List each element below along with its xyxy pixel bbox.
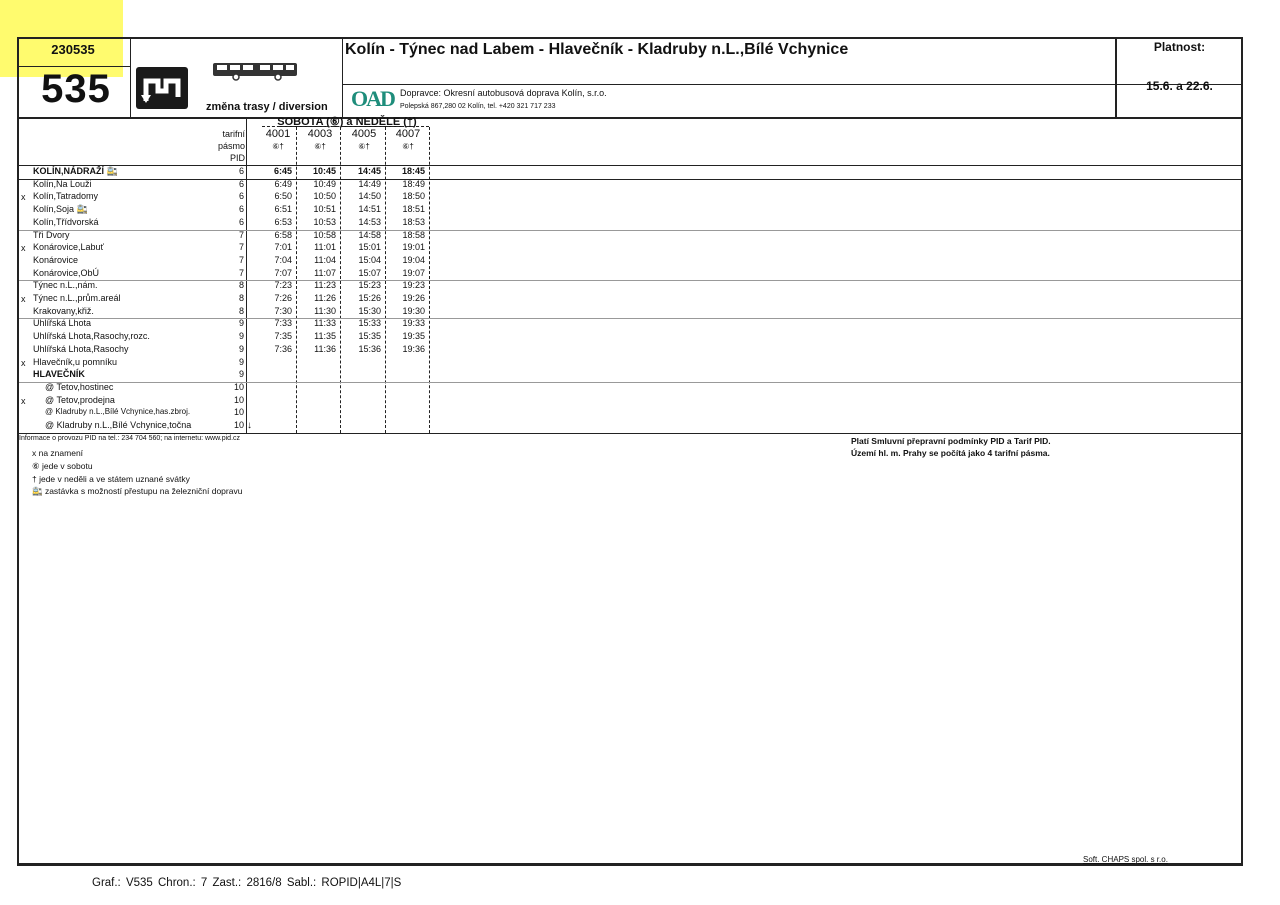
departure-time: 15:23 [358,280,381,291]
stop-zone: 8 [238,280,244,291]
stop-zone: 9 [238,369,244,380]
departure-time: 11:04 [314,254,336,265]
departure-time: 7:01 [274,242,292,253]
stop-zone: 6 [238,178,244,189]
stop-name: KOLÍN,NÁDRAŽÍ 🚉 [33,166,118,176]
departure-time: 11:33 [314,318,336,329]
row-separator [19,230,1241,231]
trip-note: ⑥† [402,142,414,151]
stop-zone: 9 [238,356,244,367]
departure-time: 11:30 [314,305,336,316]
stop-name: @ Kladruby n.L.,Bílé Vchynice,točna [45,420,192,430]
request-stop-mark: x [21,357,26,368]
stop-name: Týnec n.L.,prům.areál [33,293,121,303]
legend-item: † jede v neděli a ve státem uznané svátky [32,474,190,484]
departure-time: 15:01 [358,242,381,253]
footer-meta: Graf.: V535 Chron.: 7 Zast.: 2816/8 Sabl.: ROPID|A4L|7|S [92,877,402,889]
request-stop-mark: x [21,243,26,254]
departure-time: 19:07 [402,267,425,278]
departure-time: 6:53 [274,216,292,227]
stop-zone: 10 [233,407,244,418]
stop-zone: 6 [238,166,244,176]
departure-time: 10:49 [313,178,336,189]
end-arrow-icon: ↓ [247,420,252,431]
departure-time: 11:26 [314,293,336,303]
departure-time: 11:23 [314,280,336,291]
zone-header-2: pásmo [217,141,245,151]
departure-time: 7:07 [274,267,292,278]
row-separator [19,280,1241,281]
day-header: SOBOTA (⑥) a NEDĚLE (†) [277,116,417,128]
departure-time: 19:04 [402,254,425,265]
trip-number: 4007 [395,128,421,140]
stop-name: Uhlířská Lhota,Rasochy [33,343,129,354]
zone-header-3: PID [229,153,245,163]
departure-time: 11:36 [314,343,336,354]
departure-time: 11:07 [314,267,336,278]
stop-name: @ Tetov,hostinec [45,381,114,392]
departure-time: 19:33 [402,318,425,329]
bus-icon [212,61,298,81]
departure-time: 14:58 [358,229,381,240]
carrier-logo: OAD [351,86,394,111]
departure-time: 18:58 [402,229,425,240]
stop-zone: 7 [238,229,244,240]
departure-time: 6:58 [274,229,292,240]
carrier-address: Polepská 867,280 02 Kolín, tel. +420 321 717 233 [400,103,556,110]
stop-zone: 6 [238,216,244,227]
validity-label: Platnost: [1153,40,1206,54]
stop-zone: 8 [238,305,244,316]
departure-time: 19:23 [402,280,425,291]
stop-name: Kolín,Na Louži [33,178,92,189]
stop-zone: 7 [238,254,244,265]
day-header-underline [262,126,429,127]
departure-time: 10:58 [313,229,336,240]
trip-number: 4001 [265,128,291,140]
stop-name: HLAVEČNÍK [33,369,85,380]
stop-zone: 7 [238,242,244,253]
stop-name: Konárovice,ObÚ [33,267,100,278]
stop-zone: 10 [233,381,244,392]
departure-time: 19:01 [402,242,425,253]
stop-name: @ Tetov,prodejna [45,394,115,405]
rules-line: Platí Smluvní přepravní podmínky PID a Tarif PID. [851,436,1051,446]
divider [19,433,1241,434]
divider [130,39,131,118]
departure-time: 15:26 [358,293,381,303]
legend-item: x na znamení [32,448,84,458]
divider [342,39,343,118]
departure-time: 15:04 [358,254,381,265]
stop-zone: 8 [238,293,244,303]
departure-time: 14:49 [358,178,381,189]
request-stop-mark: x [21,192,26,203]
stop-zone: 9 [238,318,244,329]
stop-name: Uhlířská Lhota [33,318,92,329]
departure-time: 14:50 [358,191,381,202]
row-separator [19,318,1241,319]
row-separator [19,179,1241,180]
departure-time: 19:30 [402,305,425,316]
trip-note: ⑥† [314,142,326,151]
zone-header-1: tarifní [222,129,245,139]
trip-number: 4005 [351,128,377,140]
stop-name: Krakovany,křiž. [33,305,94,316]
departure-time: 7:30 [274,305,292,316]
stop-zone: 9 [238,331,244,342]
stop-name: Kolín,Tatradomy [33,191,99,202]
divider [19,117,1241,119]
stop-name: Týnec n.L.,nám. [33,280,98,291]
software-credit: Soft. CHAPS spol. s r.o. [1083,855,1168,864]
stop-name: Uhlířská Lhota,Rasochy,rozc. [33,331,150,342]
stop-zone: 10 [233,420,244,430]
departure-time: 19:26 [402,293,425,303]
stop-zone: 7 [238,267,244,278]
trip-note: ⑥† [272,142,284,151]
diversion-label: změna trasy / diversion [206,101,328,113]
divider [343,84,1241,85]
row-separator [19,382,1241,383]
stop-zone: 6 [238,191,244,202]
departure-time: 15:35 [358,331,381,342]
line-number: 535 [41,67,111,111]
request-stop-mark: x [21,294,26,304]
divider [1115,39,1117,118]
stop-name: Kolín,Soja 🚉 [33,204,88,215]
departure-time: 18:49 [402,178,425,189]
departure-time: 15:30 [358,305,381,316]
divider [19,165,1241,166]
departure-time: 6:50 [274,191,292,202]
license-code: 230535 [51,42,95,57]
departure-time: 11:01 [314,242,336,253]
departure-time: 18:53 [402,216,425,227]
departure-time: 18:50 [402,191,425,202]
departure-time: 19:35 [402,331,425,342]
route-title: Kolín - Týnec nad Labem - Hlavečník - Kladruby n.L.,Bílé Vchynice [345,41,849,58]
departure-time: 6:51 [274,204,292,215]
departure-time: 15:33 [358,318,381,329]
departure-time: 15:36 [358,343,381,354]
departure-time: 7:33 [274,318,292,329]
stop-name: Konárovice,Labuť [33,242,104,253]
trip-note: ⑥† [358,142,370,151]
departure-time: 19:36 [402,343,425,354]
departure-time: 10:51 [313,204,336,215]
departure-time: 7:04 [274,254,292,265]
stop-name: @ Kladruby n.L.,Bílé Vchynice,has.zbroj. [45,407,191,417]
departure-time: 15:07 [358,267,381,278]
stop-name: Hlavečník,u pomníku [33,356,118,367]
departure-time: 10:53 [313,216,336,227]
departure-time: 11:35 [314,331,336,342]
stop-name: Konárovice [33,254,79,265]
diversion-icon [136,67,188,109]
departure-time: 18:51 [402,204,425,215]
departure-time: 14:51 [358,204,381,215]
legend-item: 🚉 zastávka s možností přestupu na železniční dopravu [32,486,243,496]
departure-time: 7:35 [274,331,292,342]
stop-zone: 9 [238,343,244,354]
departure-time: 6:45 [273,166,292,176]
legend-item: ⑥ jede v sobotu [32,461,93,471]
trip-number: 4003 [307,128,333,140]
departure-time: 7:23 [274,280,292,291]
departure-time: 10:45 [312,166,336,176]
departure-time: 10:50 [313,191,336,202]
stop-name: Tři Dvory [33,229,70,240]
departure-time: 14:45 [357,166,381,176]
rules-line: Území hl. m. Prahy se počítá jako 4 tarifní pásma. [851,448,1050,458]
departure-time: 14:53 [358,216,381,227]
request-stop-mark: x [21,395,26,406]
departure-time: 18:45 [401,166,425,176]
validity-dates: 15.6. a 22.6. [1146,79,1213,93]
info-line: Informace o provozu PID na tel.: 234 704 560; na internetu: www.pid.cz [19,435,241,442]
stop-name: Kolín,Třídvorská [33,216,99,227]
carrier-name: Dopravce: Okresní autobusová doprava Kolín, s.r.o. [400,88,607,98]
departure-time: 7:26 [274,293,292,303]
departure-time: 7:36 [274,343,292,354]
departure-time: 6:49 [274,178,292,189]
stop-zone: 6 [238,204,244,215]
stop-zone: 10 [233,394,244,405]
